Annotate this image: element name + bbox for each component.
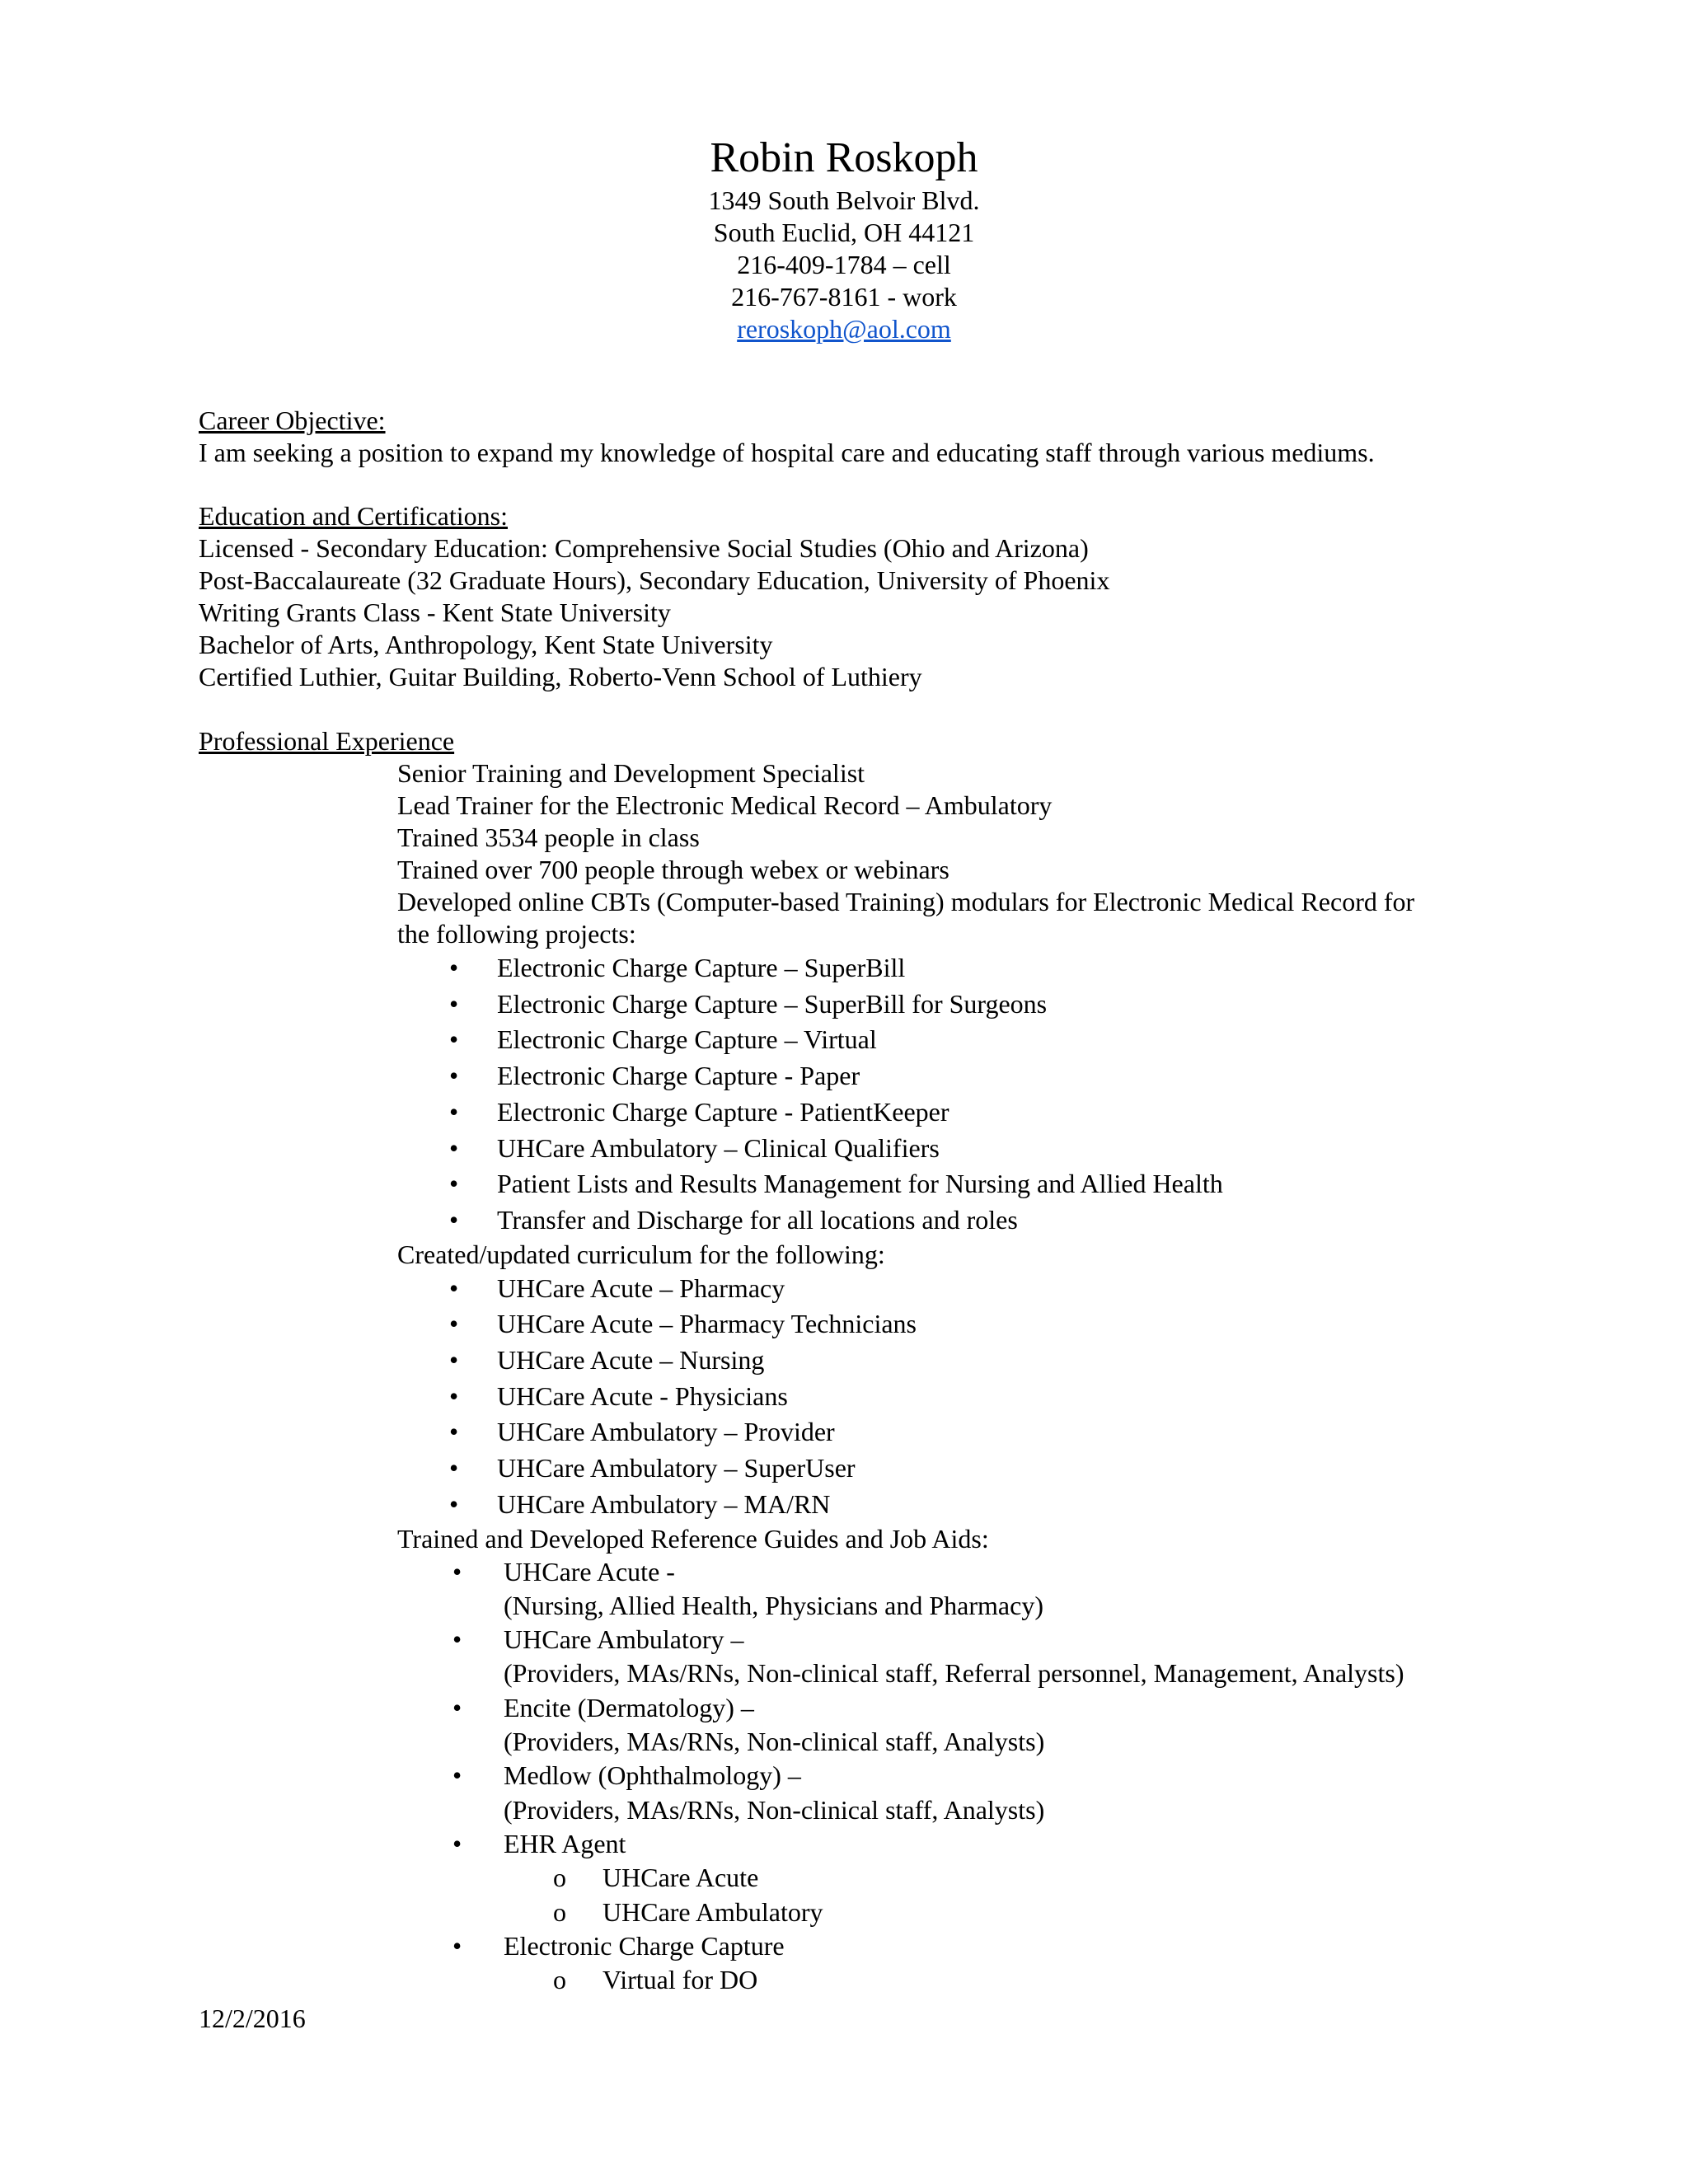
experience-line: the following projects: bbox=[397, 919, 636, 949]
guide-title: Electronic Charge Capture bbox=[504, 1930, 785, 1961]
list-item: • UHCare Ambulatory – SuperUser bbox=[397, 1451, 1485, 1487]
contact-header bbox=[0, 132, 1688, 345]
bullet-icon: • bbox=[452, 1692, 462, 1722]
list-item: • Electronic Charge Capture – SuperBill bbox=[397, 950, 1485, 987]
guide-title: Medlow (Ophthalmology) – bbox=[504, 1760, 801, 1791]
experience-heading-wrap bbox=[199, 725, 1484, 757]
address-line-1: 1349 South Belvoir Blvd. bbox=[708, 185, 980, 215]
guide-detail: (Nursing, Allied Health, Physicians and Pharmacy) bbox=[504, 1590, 1043, 1620]
list-item bbox=[397, 1929, 1485, 1998]
education-heading: Education and Certifications: bbox=[199, 501, 508, 531]
circle-bullet-icon: o bbox=[553, 1965, 566, 1995]
list-item: • Electronic Charge Capture - Paper bbox=[397, 1058, 1485, 1094]
guide-title: UHCare Ambulatory – bbox=[504, 1624, 744, 1655]
bullet-icon: • bbox=[449, 1453, 459, 1483]
bullet-icon: • bbox=[449, 1096, 459, 1127]
bullet-icon: • bbox=[449, 1345, 459, 1376]
job-title: Senior Training and Development Specialist bbox=[397, 758, 865, 788]
experience-line: Trained over 700 people through webex or webinars bbox=[397, 855, 950, 884]
list-item: • UHCare Acute – Pharmacy Technicians bbox=[397, 1306, 1485, 1343]
guides-list bbox=[397, 1555, 1485, 1998]
education-item: Bachelor of Arts, Anthropology, Kent State University bbox=[199, 630, 773, 659]
education-item: Writing Grants Class - Kent State University bbox=[199, 598, 671, 627]
education-item: Certified Luthier, Guitar Building, Roberto-Venn School of Luthiery bbox=[199, 662, 922, 691]
bullet-icon: • bbox=[452, 1556, 462, 1586]
email-link[interactable]: reroskoph@aol.com bbox=[737, 314, 951, 344]
bullet-icon: • bbox=[449, 1272, 459, 1303]
list-item bbox=[397, 1555, 1485, 1624]
list-item: • Electronic Charge Capture - PatientKeeper bbox=[397, 1094, 1485, 1131]
guide-title: Encite (Dermatology) – bbox=[504, 1692, 754, 1722]
experience-line: Developed online CBTs (Computer-based Training) modulars for Electronic Medical Record for bbox=[397, 887, 1415, 916]
list-item bbox=[397, 1691, 1485, 1760]
bullet-icon: • bbox=[449, 1204, 459, 1235]
experience-heading: Professional Experience bbox=[199, 726, 455, 756]
experience-line: Lead Trainer for the Electronic Medical Record – Ambulatory bbox=[397, 790, 1053, 820]
list-item: • Patient Lists and Results Management for Nursing and Allied Health bbox=[397, 1166, 1485, 1202]
bullet-icon: • bbox=[449, 1024, 459, 1055]
education-item: Licensed - Secondary Education: Comprehensive Social Studies (Ohio and Arizona) bbox=[199, 533, 1089, 563]
list-item: • UHCare Acute – Nursing bbox=[397, 1343, 1485, 1379]
list-item bbox=[397, 1759, 1485, 1827]
list-item: • UHCare Ambulatory – MA/RN bbox=[397, 1487, 1485, 1523]
bullet-icon: • bbox=[449, 953, 459, 982]
bullet-icon: • bbox=[452, 1760, 462, 1791]
guide-detail: (Providers, MAs/RNs, Non-clinical staff, Analysts) bbox=[504, 1727, 1045, 1757]
curriculum-list bbox=[397, 1271, 1485, 1523]
guide-title: EHR Agent bbox=[504, 1828, 626, 1858]
experience-section bbox=[397, 757, 1485, 1997]
list-item bbox=[397, 1827, 1485, 1929]
bullet-icon: • bbox=[449, 1488, 459, 1519]
footer-date: 12/2/2016 bbox=[199, 2004, 306, 2033]
guide-detail: (Providers, MAs/RNs, Non-clinical staff, Referral personnel, Management, Analysts) bbox=[504, 1658, 1404, 1689]
list-item: • Transfer and Discharge for all locations and roles bbox=[397, 1202, 1485, 1239]
bullet-icon: • bbox=[452, 1624, 462, 1655]
bullet-icon: • bbox=[449, 1380, 459, 1411]
curriculum-heading: Created/updated curriculum for the following: bbox=[397, 1239, 885, 1269]
sub-list-item: o Virtual for DO bbox=[504, 1963, 1485, 1997]
address-line-2: South Euclid, OH 44121 bbox=[713, 218, 975, 247]
career-objective-text: I am seeking a position to expand my knowledge of hospital care and educating staff through various mediums. bbox=[199, 438, 1375, 467]
candidate-name: Robin Roskoph bbox=[710, 134, 978, 181]
sub-list bbox=[504, 1861, 1485, 1929]
list-item: • Electronic Charge Capture – Virtual bbox=[397, 1022, 1485, 1058]
education-section bbox=[199, 500, 1484, 693]
list-item bbox=[397, 1623, 1485, 1691]
guides-heading: Trained and Developed Reference Guides and Job Aids: bbox=[397, 1523, 989, 1554]
circle-bullet-icon: o bbox=[553, 1863, 566, 1893]
bullet-icon: • bbox=[449, 1061, 459, 1091]
bullet-icon: • bbox=[449, 1132, 459, 1163]
sub-list bbox=[504, 1963, 1485, 1997]
bullet-icon: • bbox=[452, 1930, 462, 1961]
circle-bullet-icon: o bbox=[553, 1896, 566, 1927]
bullet-icon: • bbox=[449, 1417, 459, 1447]
career-objective-heading: Career Objective: bbox=[199, 405, 386, 435]
guide-detail: (Providers, MAs/RNs, Non-clinical staff, Analysts) bbox=[504, 1794, 1045, 1825]
experience-line: Trained 3534 people in class bbox=[397, 823, 700, 852]
bullet-icon: • bbox=[452, 1828, 462, 1858]
bullet-icon: • bbox=[449, 1309, 459, 1339]
bullet-icon: • bbox=[449, 988, 459, 1019]
bullet-icon: • bbox=[449, 1169, 459, 1199]
list-item: • UHCare Acute - Physicians bbox=[397, 1379, 1485, 1415]
education-item: Post-Baccalaureate (32 Graduate Hours), Secondary Education, University of Phoenix bbox=[199, 565, 1110, 595]
career-objective-section bbox=[199, 405, 1484, 469]
work-phone: 216-767-8161 - work bbox=[731, 282, 957, 312]
cell-phone: 216-409-1784 – cell bbox=[737, 250, 951, 279]
sub-list-item: o UHCare Acute bbox=[504, 1861, 1485, 1895]
guide-title: UHCare Acute - bbox=[504, 1556, 675, 1586]
list-item: • UHCare Ambulatory – Provider bbox=[397, 1414, 1485, 1451]
list-item: • UHCare Ambulatory – Clinical Qualifiers bbox=[397, 1131, 1485, 1167]
cbt-project-list bbox=[397, 950, 1485, 1239]
sub-list-item: o UHCare Ambulatory bbox=[504, 1896, 1485, 1929]
list-item: • UHCare Acute – Pharmacy bbox=[397, 1271, 1485, 1307]
list-item: • Electronic Charge Capture – SuperBill for Surgeons bbox=[397, 987, 1485, 1023]
